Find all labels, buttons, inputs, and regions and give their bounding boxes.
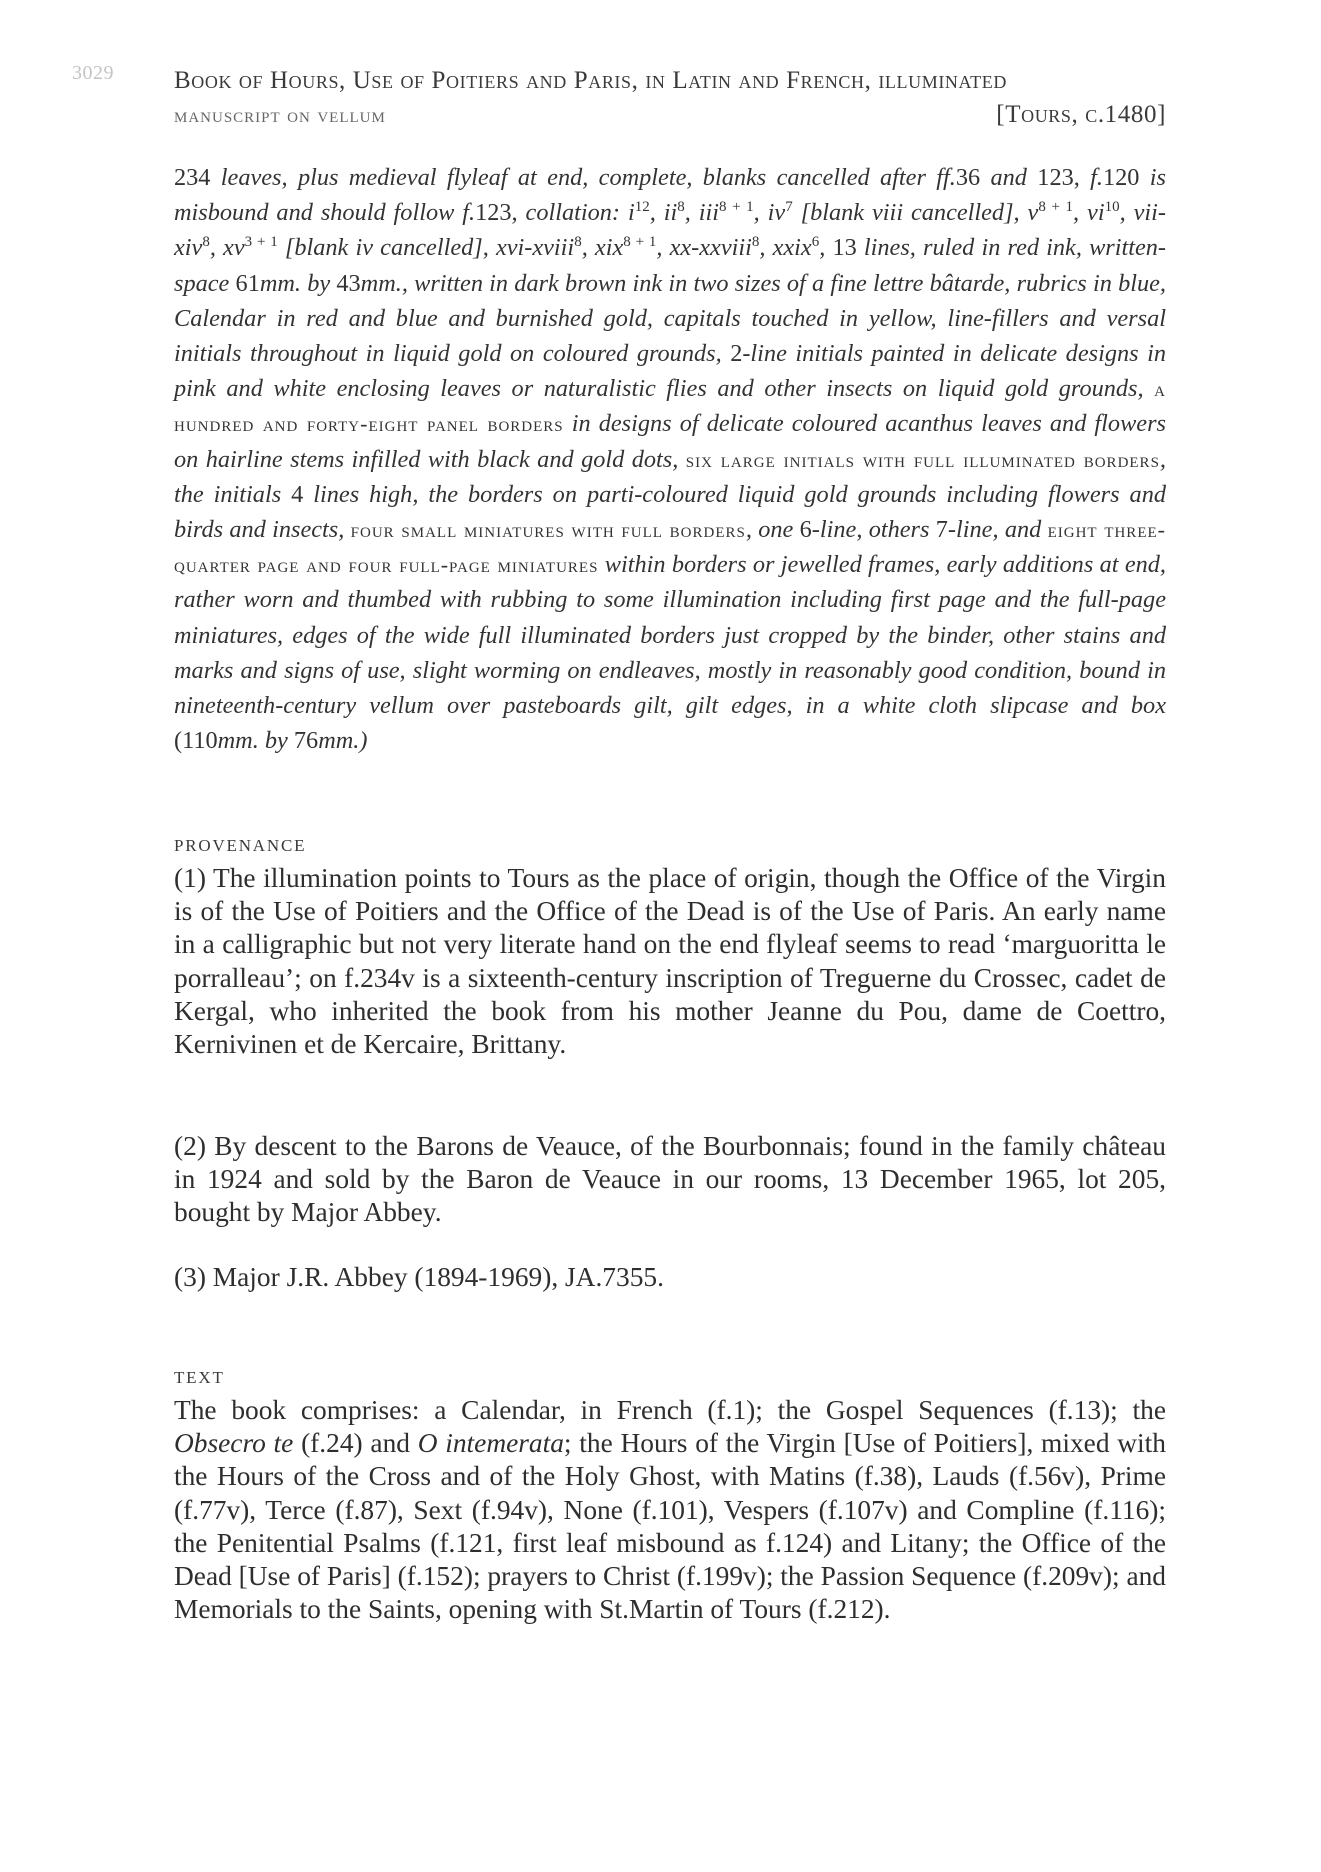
- collation-text: and: [980, 164, 1038, 191]
- collation-text: ff.: [936, 164, 956, 191]
- collation-text: [blank viii cancelled], v: [792, 199, 1039, 227]
- collation-text: mm.): [318, 727, 368, 755]
- collation-text: mm., written in dark brown ink in two sizes of a fine lettre bâtarde, rubrics in blue, Calendar in red and blue and burnished gold, capitals touched in yellow, line-fillers and versal initials throughout in liquid gold on coloured grounds,: [174, 269, 1166, 368]
- text-run-italic: O intemerata: [417, 1428, 564, 1459]
- collation-text: 120: [1103, 164, 1140, 191]
- collation-text: , vii-xiv: [174, 199, 1166, 262]
- collation-text: [blank iv cancelled], xvi-xviii: [277, 234, 575, 262]
- collation-text: 123,: [1037, 164, 1091, 191]
- provenance-paragraph-1: (1) The illumination points to Tours as the place of origin, though the Office of the Virgin is of the Use of Poitiers and the Office of the Dead is of the Use of Paris. An early name in a calligraphic but not very literate hand on the end flyleaf seems to read ‘marguoritta le porralleau’; on f.234v is a sixteenth-century inscription of Treguerne du Crossec, cadet de Kergal, who inherited the book from his mother Jeanne du Pou, dame de Coettro, Kernivinen et de Kercaire, Brittany.: [174, 863, 1166, 1060]
- collation-text: 123: [475, 199, 512, 227]
- collation-text: , collation: i: [511, 199, 635, 227]
- collation-text: 76: [293, 727, 319, 755]
- collation-superscript: 3 + 1: [244, 234, 278, 251]
- collation-text: 234: [174, 164, 211, 191]
- heading-line-1: Book of Hours, Use of Poitiers and Paris, in Latin and French, illuminated: [174, 67, 1007, 94]
- collation-text: in designs of delicate coloured acanthus leaves and flowers on hairline stems infilled with black and gold dots,: [174, 410, 1166, 473]
- collation-text: f.: [462, 199, 476, 227]
- provenance-label: PROVENANCE: [174, 836, 307, 855]
- collation-text: , ii: [649, 199, 678, 227]
- collation-text: , one: [745, 516, 800, 544]
- collation-text: within borders or jewelled frames, early additions at end, rather worn and thumbed with rubbing to some illumination including first page and the full-page miniatures, edges of the wide full illuminated borders just cropped by the binder, other stains and marks and signs of use, slight worming on endleaves, mostly in reasonably good condition, bound in nineteenth-century vellum over pasteboards gilt, gilt edges, in a white cloth slipcase and box: [174, 551, 1166, 720]
- collation-text: 6: [799, 516, 812, 544]
- collation-text: 2: [730, 340, 743, 368]
- collation-text: , iv: [753, 199, 786, 227]
- collation-small-caps: four small miniatures with full borders: [350, 517, 746, 543]
- collation-text: -line, and: [947, 516, 1048, 544]
- collation-superscript: 12: [634, 199, 650, 216]
- collation-text: 4: [291, 480, 304, 508]
- collation-text: f.: [1090, 164, 1103, 191]
- collation-small-caps: eight three-quarter page and four full-page miniatures: [174, 517, 1166, 578]
- heading-material: manuscript on vellum: [174, 102, 386, 127]
- text-run: (f.24) and: [293, 1428, 418, 1459]
- collation-text: 43: [336, 269, 361, 297]
- text-run-italic: Obsecro te: [174, 1428, 294, 1459]
- collation-superscript: 6: [811, 234, 820, 251]
- collation-text: , xx-xxviii: [656, 234, 752, 262]
- collation-small-caps: six large initials with full illuminated borders: [685, 446, 1160, 472]
- lot-heading: [174, 64, 1166, 132]
- collation-superscript: 8 + 1: [623, 234, 657, 251]
- collation-superscript: 8: [202, 234, 210, 251]
- collation-small-caps: a hundred and forty-eight panel borders: [174, 376, 1166, 437]
- text-run: ; the Hours of the Virgin [Use of Poitiers], mixed with the Hours of the Cross and of the Holy Ghost, with Matins (f.38), Lauds (f.56v), Prime (f.77v), Terce (f.87), Sext (f.94v), None (f.101), Vespers (f.107v) and Compline (f.116); the Penitential Psalms (f.121, first leaf misbound as f.124) and Litany; the Office of the Dead [Use of Paris] (f.152); prayers to Christ (f.199v); the Passion Sequence (f.209v); and Memorials to the Saints, opening with St.Martin of Tours (f.212).: [174, 1428, 1166, 1625]
- collation-superscript: 10: [1104, 199, 1120, 216]
- collation-text: lines, ruled in red ink, written-space: [174, 234, 1167, 297]
- collation-text: -line initials painted in delicate designs in pink and white enclosing leaves or naturalistic flies and other insects on liquid gold grounds,: [174, 340, 1166, 403]
- collation-text: , iii: [684, 199, 719, 227]
- collation-text: 13: [832, 234, 857, 262]
- collation-text: 7: [935, 516, 948, 544]
- collation-superscript: 8 + 1: [1038, 199, 1074, 216]
- collation-text: , xxix: [759, 234, 812, 262]
- heading-line-2: [174, 98, 1166, 132]
- collation-text: is misbound and should follow: [174, 164, 1167, 227]
- collation-text: 36: [955, 164, 981, 191]
- collation-superscript: 8: [677, 199, 685, 216]
- collation-superscript: 7: [785, 199, 793, 216]
- text-section-paragraph: [174, 1394, 1166, 1626]
- collation-text: , xv: [209, 234, 245, 262]
- collation-text: leaves, plus medieval flyleaf at end, complete, blanks cancelled after: [210, 164, 937, 191]
- text-section-label: TEXT: [174, 1368, 225, 1387]
- collation-text: mm. by: [259, 269, 337, 297]
- collation-paragraph: [174, 160, 1166, 758]
- collation-superscript: 8: [751, 234, 760, 251]
- collation-text: -line, others: [811, 516, 936, 544]
- heading-place-date: [Tours, c.1480]: [996, 101, 1166, 128]
- provenance-paragraph-3: (3) Major J.R. Abbey (1894-1969), JA.7355.: [174, 1262, 664, 1292]
- collation-text: mm. by: [217, 727, 294, 755]
- collation-text: (110: [174, 727, 218, 755]
- lot-number: 3029: [72, 62, 114, 84]
- provenance-paragraph-2: (2) By descent to the Barons de Veauce, of the Bourbonnais; found in the family château in 1924 and sold by the Baron de Veauce in our rooms, 13 December 1965, lot 205, bought by Major Abbey.: [174, 1131, 1166, 1228]
- text-run: The book comprises: a Calendar, in French (f.1); the Gospel Sequences (f.13); the: [174, 1395, 1166, 1425]
- collation-superscript: 8: [574, 234, 582, 251]
- collation-text: ,: [819, 234, 833, 262]
- collation-text: , the initials: [174, 445, 1166, 508]
- collation-text: lines high, the borders on parti-coloured liquid gold grounds including flowers and birds and insects,: [174, 480, 1167, 544]
- collation-superscript: 8 + 1: [718, 199, 754, 216]
- collation-text: , vi: [1073, 199, 1105, 227]
- collation-text: 61: [235, 269, 260, 297]
- collation-text: , xix: [581, 234, 624, 262]
